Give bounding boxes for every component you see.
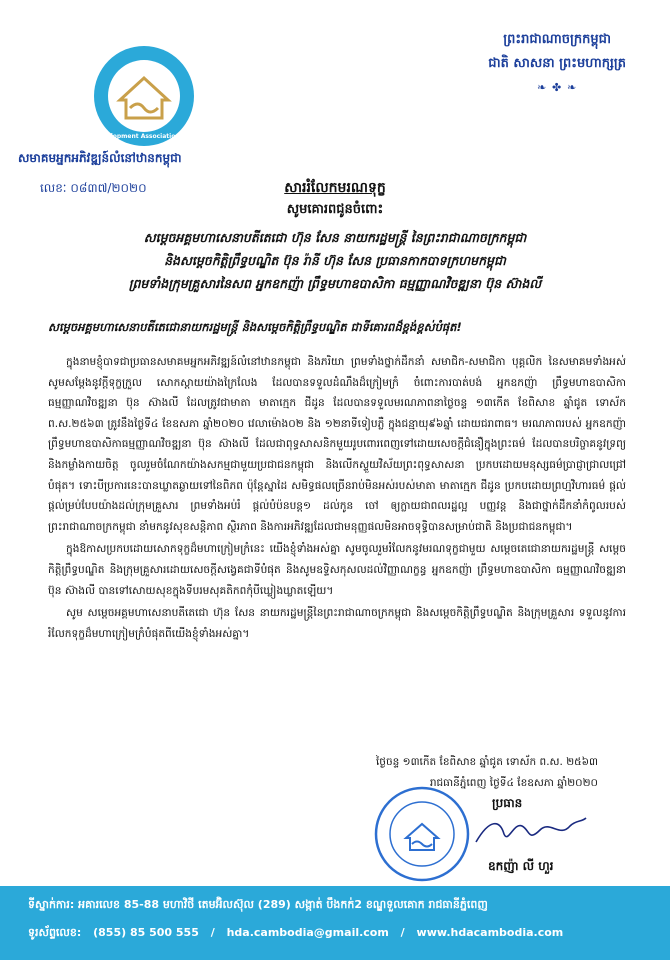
logo-ring-text: Housing Development Association of Cambodia <box>63 133 225 140</box>
body-paragraph-3: សូម សម្តេចអគ្គមហាសេនាបតីតេជោ ហ៊ុន សែន នាយករដ្ឋមន្ត្រីនៃព្រះរាជាណាចក្រកម្ពុជា និងសម្តេចកិត្តិព្រឹទ្ធបណ្ឌិត និងក្រុមគ្រួសារ ទទួលនូវការរំលែកទុក្ខដ៏មហាក្រៀមក្រំបំផុតពីយើងខ្ញុំទាំងអស់គ្នា។ <box>48 607 626 640</box>
footer-contacts <box>28 926 571 942</box>
addressee-line-2: និងសម្តេចកិត្តិព្រឹទ្ធបណ្ឌិត ប៊ុន រ៉ានី ហ៊ុន សែន ប្រធានកាកបាទក្រហមកម្ពុជា <box>164 253 506 268</box>
handwritten-signature <box>470 812 590 852</box>
signer-name: ឧកញ៉ា លី ហួរ <box>488 859 554 873</box>
kingdom-motto: ជាតិ សាសនា ព្រះមហាក្សត្រ <box>488 56 626 71</box>
footer-address: ទីស្នាក់ការ: អគារលេខ 85-88 មហាវិថី តេមអ៊ិលស៊ុល (289) សង្កាត់ បឹងកក់2 ខណ្ឌទួលគោក រាជធានីភ្នំពេញ <box>28 898 488 911</box>
body-paragraph-2: ក្នុងឱកាសប្រកបដោយសោកទុក្ខដ៏មហាក្រៀមក្រំនេះ យើងខ្ញុំទាំងអស់គ្នា សូមចូលរួមរំលែកនូវមរណទុក្ខជាមួយ សម្តេចតេជោនាយករដ្ឋមន្ត្រី សម្តេចកិត្តិព្រឹទ្ធបណ្ឌិត និងក្រុមគ្រួសារដោយសេចក្តីសង្វេគជាទីបំផុត និងសូមឧទ្ទិសកុសលដល់វិញ្ញាណក្ខន្ធ អ្នកឧកញ៉ា ព្រឹទ្ធមហាឧបាសិកា ធម្មញ្ញាណវិចឌ្ឍនា ប៊ុន ស៊ាងលី បានទៅសោយសុខក្នុងទីបរមសុគតិកពកុំបីឃ្លៀងឃ្លាតឡើយ។ <box>48 543 626 597</box>
reference-value: ០៨៣៧/២០២០ <box>70 181 147 195</box>
solar-date: រាជធានីភ្នំពេញ ថ្ងៃទី៤ ខែឧសភា ឆ្នាំ២០២០ <box>429 777 598 789</box>
greeting: សម្តេចអគ្គមហាសេនាបតីតេជោនាយករដ្ឋមន្ត្រី និងសម្តេចកិត្តិព្រឹទ្ធបណ្ឌិត ជាទីគោរពដ៏ខ្ពង់ខ្ពស់បំផុត! <box>48 320 462 334</box>
kingdom-title: ព្រះរាជាណាចក្រកម្ពុជា <box>503 32 611 47</box>
contact-separator: / <box>210 926 215 939</box>
contact-separator: / <box>400 926 405 939</box>
official-stamp <box>372 784 472 884</box>
kingdom-header <box>488 28 626 100</box>
ornament-divider: ❧ ✤ ❧ <box>536 81 578 94</box>
lunar-date: ថ្ងៃចន្ទ ១៣កើត ខែពិសាខ ឆ្នាំជូត ទោស័ក ព.ស. ២៥៦៣ <box>375 756 598 768</box>
letter-title: សាររំលែកមរណទុក្ខ <box>284 180 386 196</box>
title-block <box>40 178 630 295</box>
letter-body <box>48 352 626 646</box>
website-link[interactable]: www.hdacambodia.com <box>416 926 564 939</box>
phone-number: (855) 85 500 555 <box>93 926 199 939</box>
email-link[interactable]: hda.cambodia@gmail.com <box>226 926 389 939</box>
respect-line: សូមគោរពជូនចំពោះ <box>286 202 384 217</box>
reference-label: លេខៈ <box>40 181 67 195</box>
addressee-line-1: សម្តេចអគ្គមហាសេនាបតីតេជោ ហ៊ុន សែន នាយករដ្ឋមន្ត្រី នៃព្រះរាជាណាចក្រកម្ពុជា <box>143 230 527 245</box>
footer-bar <box>0 886 670 960</box>
phone-label: ទូរស័ព្ទលេខ: <box>28 926 82 939</box>
org-name: សមាគមអ្នកអភិវឌ្ឍន៍លំនៅឋានកម្ពុជា <box>18 151 182 165</box>
association-logo <box>63 44 225 148</box>
body-paragraph-1: ក្នុងនាមខ្ញុំបាទជាប្រធានសមាគមអ្នកអភិវឌ្ឍន៍លំនៅឋានកម្ពុជា និងភរិយា ព្រមទាំងថ្នាក់ដឹកនាំ សមាជិក-សមាជិកា បុគ្គលិក នៃសមាគមទាំងអស់ សូមសម្តែងនូវក្តីទុក្ខក្រួល សោកស្តាយយ៉ាងក្រៃលែង ដែលបានទទួលដំណឹងដ៏ក្រៀមក្រំ ចំពោះការបាត់បង់ អ្នកឧកញ៉ា ព្រឹទ្ធមហាឧបាសិកា ធម្មញ្ញាណវិចឌ្ឍនា ប៊ុន ស៊ាងលី ដែលត្រូវជាមាតា មាតាក្មេក ជីដូន ដែលបានទទួលមរណភាពនាថ្ងៃចន្ទ ១៣កើត ខែពិសាខ ឆ្នាំជូត ទោស័ក ព.ស.២៥៦៣ ត្រូវនឹងថ្ងៃទី៤ ខែឧសភា ឆ្នាំ២០២០ វេលាម៉ោង០២ និង ១២នាទីទៀបភ្លឺ ក្នុងជន្មាយុ៩៦ឆ្នាំ ដោយជរាពាធ។ មរណភាពរបស់ អ្នកឧកញ៉ា ព្រឹទ្ធមហាឧបាសិកាធម្មញ្ញាណវិចឌ្ឍនា ប៊ុន ស៊ាងលី ដែលជាពុទ្ធសាសនិកមួយរូបពោរពេញទៅដោយសេចក្តីជំនឿក្នុងព្រះធម៌ ដែលបានបរិច្ចាគនូវទ្រព្យ និងកម្លាំងកាយចិត្ត ចូលរួមចំណែកយ៉ាងសកម្មជាមួយប្រជាជនកម្ពុជា និងលើកស្ទួយវិស័យព្រះពុទ្ធសាសនា ប្រកបដោយមនុស្សធម៌ប្រាជ្ញាជ្រាលជ្រៅបំផុត។ ទោះបីប្រការនេះបានឃ្លាតឆ្ងាយទៅនៃពិភព ប៉ុន្តែស្នាដៃ សមិទ្ធផលច្រើនរាប់មិនអស់របស់មាតា មាតាក្មេក ជីដូន ប្រកបដោយព្រហ្មវិហារធម៌ ផ្តល់ផ្តល់ម្រប់បែបយ៉ាងដល់ក្រុមគ្រួសារ ព្រមទាំងអប់រំ ផ្តល់បំប៉នបន្ត១ ដល់កូន ចៅ ឲ្យក្លាយជាពលរដ្ឋល្អ បញ្ញវន្ត និងជាថ្នាក់ដឹកនាំកំពូលរបស់ព្រះរាជាណាចក្រកម្ពុជា នាំមកនូវសុខសន្តិភាព ស្ថិរភាព និងការអភិវឌ្ឍដែលជាមនុញ្ញផលមិនអាចទុទ្ធិបានសម្រាប់ជាតិ និងប្រជាជនកម្ពុជា។ <box>48 356 626 533</box>
addressee-line-3: ព្រមទាំងក្រុមគ្រួសារនៃសព អ្នកឧកញ៉ា ព្រឹទ្ធមហាឧបាសិកា ធម្មញ្ញាណវិចឌ្ឍនា ប៊ុន ស៊ាងលី <box>128 276 542 291</box>
signer-title: ប្រធាន <box>492 796 523 810</box>
